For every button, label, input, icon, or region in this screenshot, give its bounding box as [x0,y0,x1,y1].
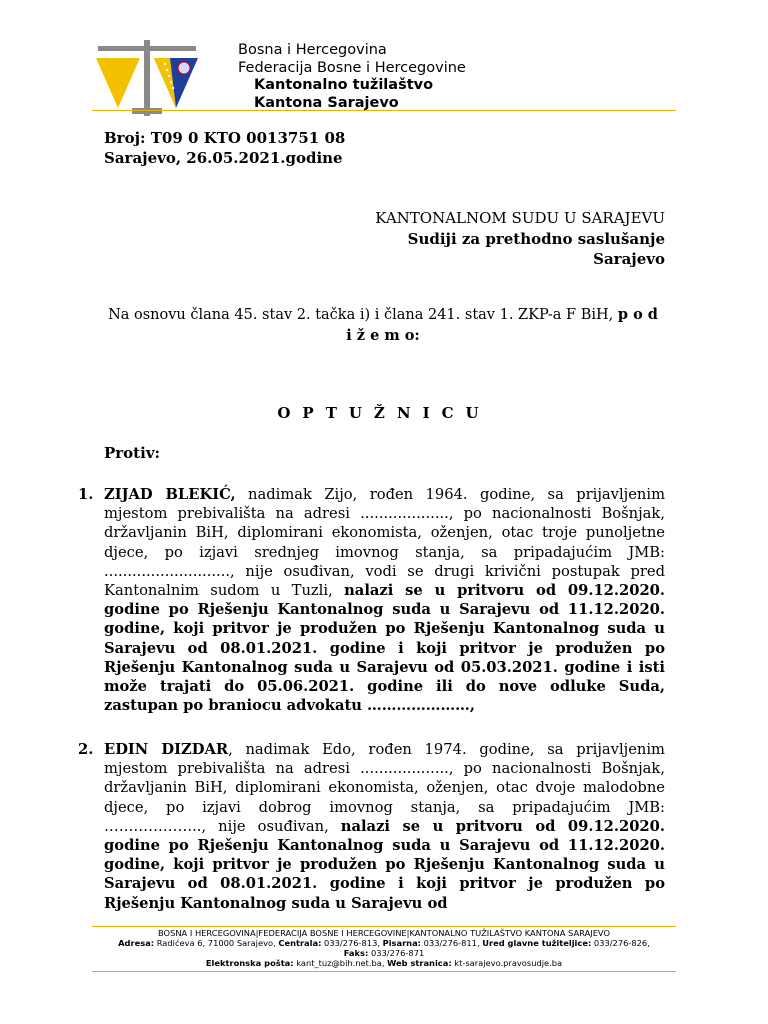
accused-name: ZIJAD BLEKIĆ, [104,486,236,503]
prosecutor-office-logo [92,40,202,116]
header-country: Bosna i Hercegovina [238,42,387,58]
header-divider [92,110,676,111]
intro-bold: p o d i ž e m o: [346,306,658,344]
accused-details: , nadimak Edo, rođen 1974. godine, sa prijavljenim mjestom prebivališta na adresi ..................., po nacionalnosti Bošnjak, državljanin BiH, diplomirani ekonomista, oženjen, otac dvoje malodobne djece, po izjavi dobrog imovnog stanja, sa pripadajućim JMB: ……………….., nije osuđivan, [104,741,665,835]
footer-website-label: Web stranica: [387,958,452,968]
header-office: Kantonalno tužilaštvo [254,77,434,93]
addressee-block [375,208,665,270]
footer-switchboard: 033/276-813, [321,938,383,948]
footer-registry: 033/276-811, [421,938,483,948]
footer-fax: 033/276-871 [368,948,425,958]
header-federation: Federacija Bosne i Hercegovine [238,59,466,76]
footer-divider-top [92,926,676,927]
accused-custody: nalazi se u pritvoru od 09.12.2020. godine po Rješenju Kantonalnog suda u Sarajevu od 11.12.2020. godine, koji pritvor je produžen po Rješenju Kantonalnog suda u Sarajevu od 08.01.2021. godine i koji pritvor je produžen po Rješenju Kantonalnog suda u Sarajevu od 05.03.2021. godine i isti može trajati do 05.06.2021. godine ili do nove odluke Suda, zastupan po braniocu advokatu …………………, [104,582,666,715]
accused-name: EDIN DIZDAR [104,741,229,758]
footer-address: Radićeva 6, 71000 Sarajevo, [154,938,279,948]
addressee-city: Sarajevo [593,250,665,268]
document-title: OPTUŽNICU [277,404,491,422]
footer-chief-office: 033/276-826, [591,938,650,948]
footer-chief-office-label: Ured glavne tužiteljice: [482,938,592,948]
footer-registry-label: Pisarna: [382,938,422,948]
intro-text: Na osnovu člana 45. stav 2. tačka i) i člana 241. stav 1. ZKP-a F BiH, [108,307,618,323]
reference-block [104,128,345,168]
header-canton: Kantona Sarajevo [254,94,399,111]
footer-fax-label: Faks: [343,948,369,958]
footer-contacts [92,938,676,948]
accused-item [78,485,666,715]
document-date: Sarajevo, 26.05.2021.godine [104,149,343,167]
case-number: Broj: T09 0 KTO 0013751 08 [104,129,346,147]
footer-web-line [92,958,676,968]
accused-number: 1. [78,486,94,503]
footer-institutions: BOSNA I HERCEGOVINA|FEDERACIJA BOSNE I HERCEGOVINE|KANTONALNO TUŽILAŠTVO KANTONA SARAJEVO [158,928,610,938]
footer-fax-line [92,948,676,958]
intro-paragraph [104,305,662,346]
page-footer [92,928,676,968]
addressee-judge: Sudiji za prethodno saslušanje [407,229,665,248]
footer-switchboard-label: Centrala: [278,938,322,948]
institution-header [238,42,466,112]
accused-details: nadimak Zijo, rođen 1964. godine, sa prijavljenim mjestom prebivališta na adresi ..................., po nacionalnosti Bošnjak, državljanin BiH, diplomirani ekonomista, oženjen, otac troje punoljetne djece, po izjavi srednjeg imovnog stanja, sa pripadajućim JMB: ..........................., nije osuđivan, vodi se drugi krivični postupak pred Kantonalnim sudom u Tuzli, [104,486,665,600]
accused-item [78,740,665,918]
addressee-court: KANTONALNOM SUDU U SARAJEVU [375,209,665,227]
accused-custody: nalazi se u pritvoru od 09.12.2020. godine po Rješenju Kantonalnog suda u Sarajevu od 11.12.2020. godine, koji pritvor je produžen po Rješenju Kantonalnog suda u Sarajevu od 08.01.2021. godine i koji pritvor je produžen po Rješenju Kantonalnog suda u Sarajevu od [104,817,665,912]
against-label: Protiv: [104,444,161,462]
footer-email[interactable]: kant_tuz@bih.net.ba, [293,958,388,968]
footer-website[interactable]: kt-sarajevo.pravosudje.ba [451,958,563,968]
footer-email-label: Elektronska pošta: [205,958,294,968]
accused-number: 2. [78,741,94,758]
footer-divider-bottom [92,971,676,972]
footer-address-label: Adresa: [118,938,155,948]
